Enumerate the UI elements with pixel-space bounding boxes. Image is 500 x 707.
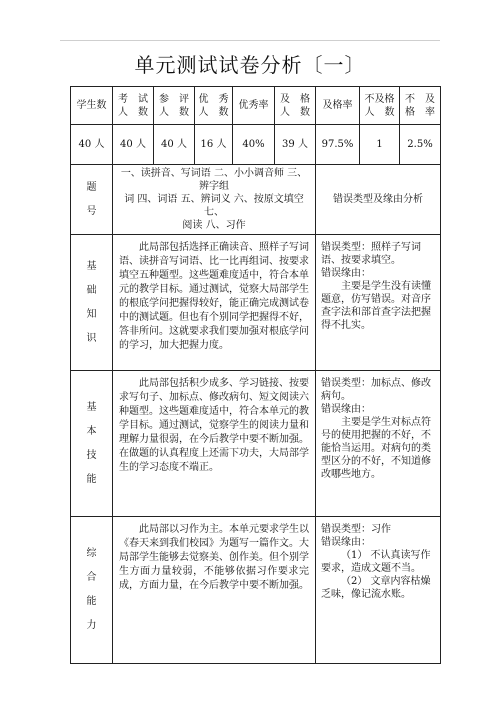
values-row — [71, 125, 441, 165]
section-label: 基 础 知 识 — [71, 235, 113, 371]
header-fail: 不及格 人 数 — [360, 87, 400, 125]
section-errors: 错误类型：照样子写词语、按要求填空。 错误缘由： 主要是学生没有读懂题意，仿写错误。对音序查字法和部首查字法把握得不扎实。 — [316, 235, 441, 371]
header-excellent: 优 秀 人 数 — [195, 87, 233, 125]
value-tested: 40 人 — [113, 125, 154, 165]
top-rule — [60, 40, 440, 41]
value-evaluated: 40 人 — [154, 125, 195, 165]
error-analysis-header: 错误类型及缘由分析 — [316, 165, 441, 235]
topics-label: 题 号 — [71, 165, 113, 235]
section-label: 基 本 技 能 — [71, 371, 113, 517]
topics-list: 一、读拼音、写词语 二、小小调音师 三、辨字组 词 四、词语 五、辨词义 六、按原文填空 七、 阅读 八、习作 — [113, 165, 316, 235]
section-label: 综 合 能 力 — [71, 517, 113, 664]
value-students: 40 人 — [71, 125, 113, 165]
page-title: 单元测试试卷分析〔一〕 — [134, 53, 366, 77]
analysis-table — [70, 86, 441, 664]
section-row — [71, 371, 441, 517]
section-errors: 错误类型：习作 错误缘由： （1） 不认真读写作要求，造成文题不当。 （2） 文章内容枯燥乏味，像记流水账。 — [316, 517, 441, 664]
topics-row — [71, 165, 441, 235]
value-pass: 39 人 — [275, 125, 316, 165]
header-fail-rate: 不 及 格 率 — [400, 87, 441, 125]
section-content: 此局部以习作为主。本单元要求学生以《春天来到我们校园》为题写一篇作文。大局部学生能够去觉察美、创作美。但个别学生方面力量较弱，不能够依据习作要求完成，方面力量，在今后教学中要不断加强。 — [113, 517, 316, 664]
value-excellent-rate: 40% — [233, 125, 275, 165]
section-content: 此局部包括选择正确读音、照样子写词语、读拼音写词语、比一比再组词、按要求填空五种题型。这些题难度适中，符合本单元的教学目标。通过测试，觉察大局部学生的根底学问把握得较好，能正确完成测试卷中的测试题。但也有个别同学把握得不好，答非所问。这就要求我们要加强对根底学问的学习，加大把握力度。 — [113, 235, 316, 371]
section-row — [71, 517, 441, 664]
header-row — [71, 87, 441, 125]
header-students: 学生数 — [71, 87, 113, 125]
section-errors: 错误类型：加标点、修改病句。 错误缘由： 主要是学生对标点符号的使用把握的不好，不能恰当运用。对病句的类型区分的不好，不知道修改哪些地方。 — [316, 371, 441, 517]
header-evaluated: 参 评 人 数 — [154, 87, 195, 125]
header-pass-rate: 及格率 — [316, 87, 360, 125]
section-content: 此局部包括积少成多、学习链接、按要求写句子、加标点、修改病句、短文阅读六种题型。这些题难度适中，符合本单元的教学目标。通过测试，觉察学生的阅读力量和理解力量很弱，在今后教学中要不断加强。在做题的认真程度上还需下功夫，大局部学生的学习态度不端正。 — [113, 371, 316, 517]
value-excellent: 16 人 — [195, 125, 233, 165]
value-fail: 1 — [360, 125, 400, 165]
section-row — [71, 235, 441, 371]
value-pass-rate: 97.5% — [316, 125, 360, 165]
header-excellent-rate: 优秀率 — [233, 87, 275, 125]
header-tested: 考 试 人 数 — [113, 87, 154, 125]
header-pass: 及 格 人 数 — [275, 87, 316, 125]
value-fail-rate: 2.5% — [400, 125, 441, 165]
